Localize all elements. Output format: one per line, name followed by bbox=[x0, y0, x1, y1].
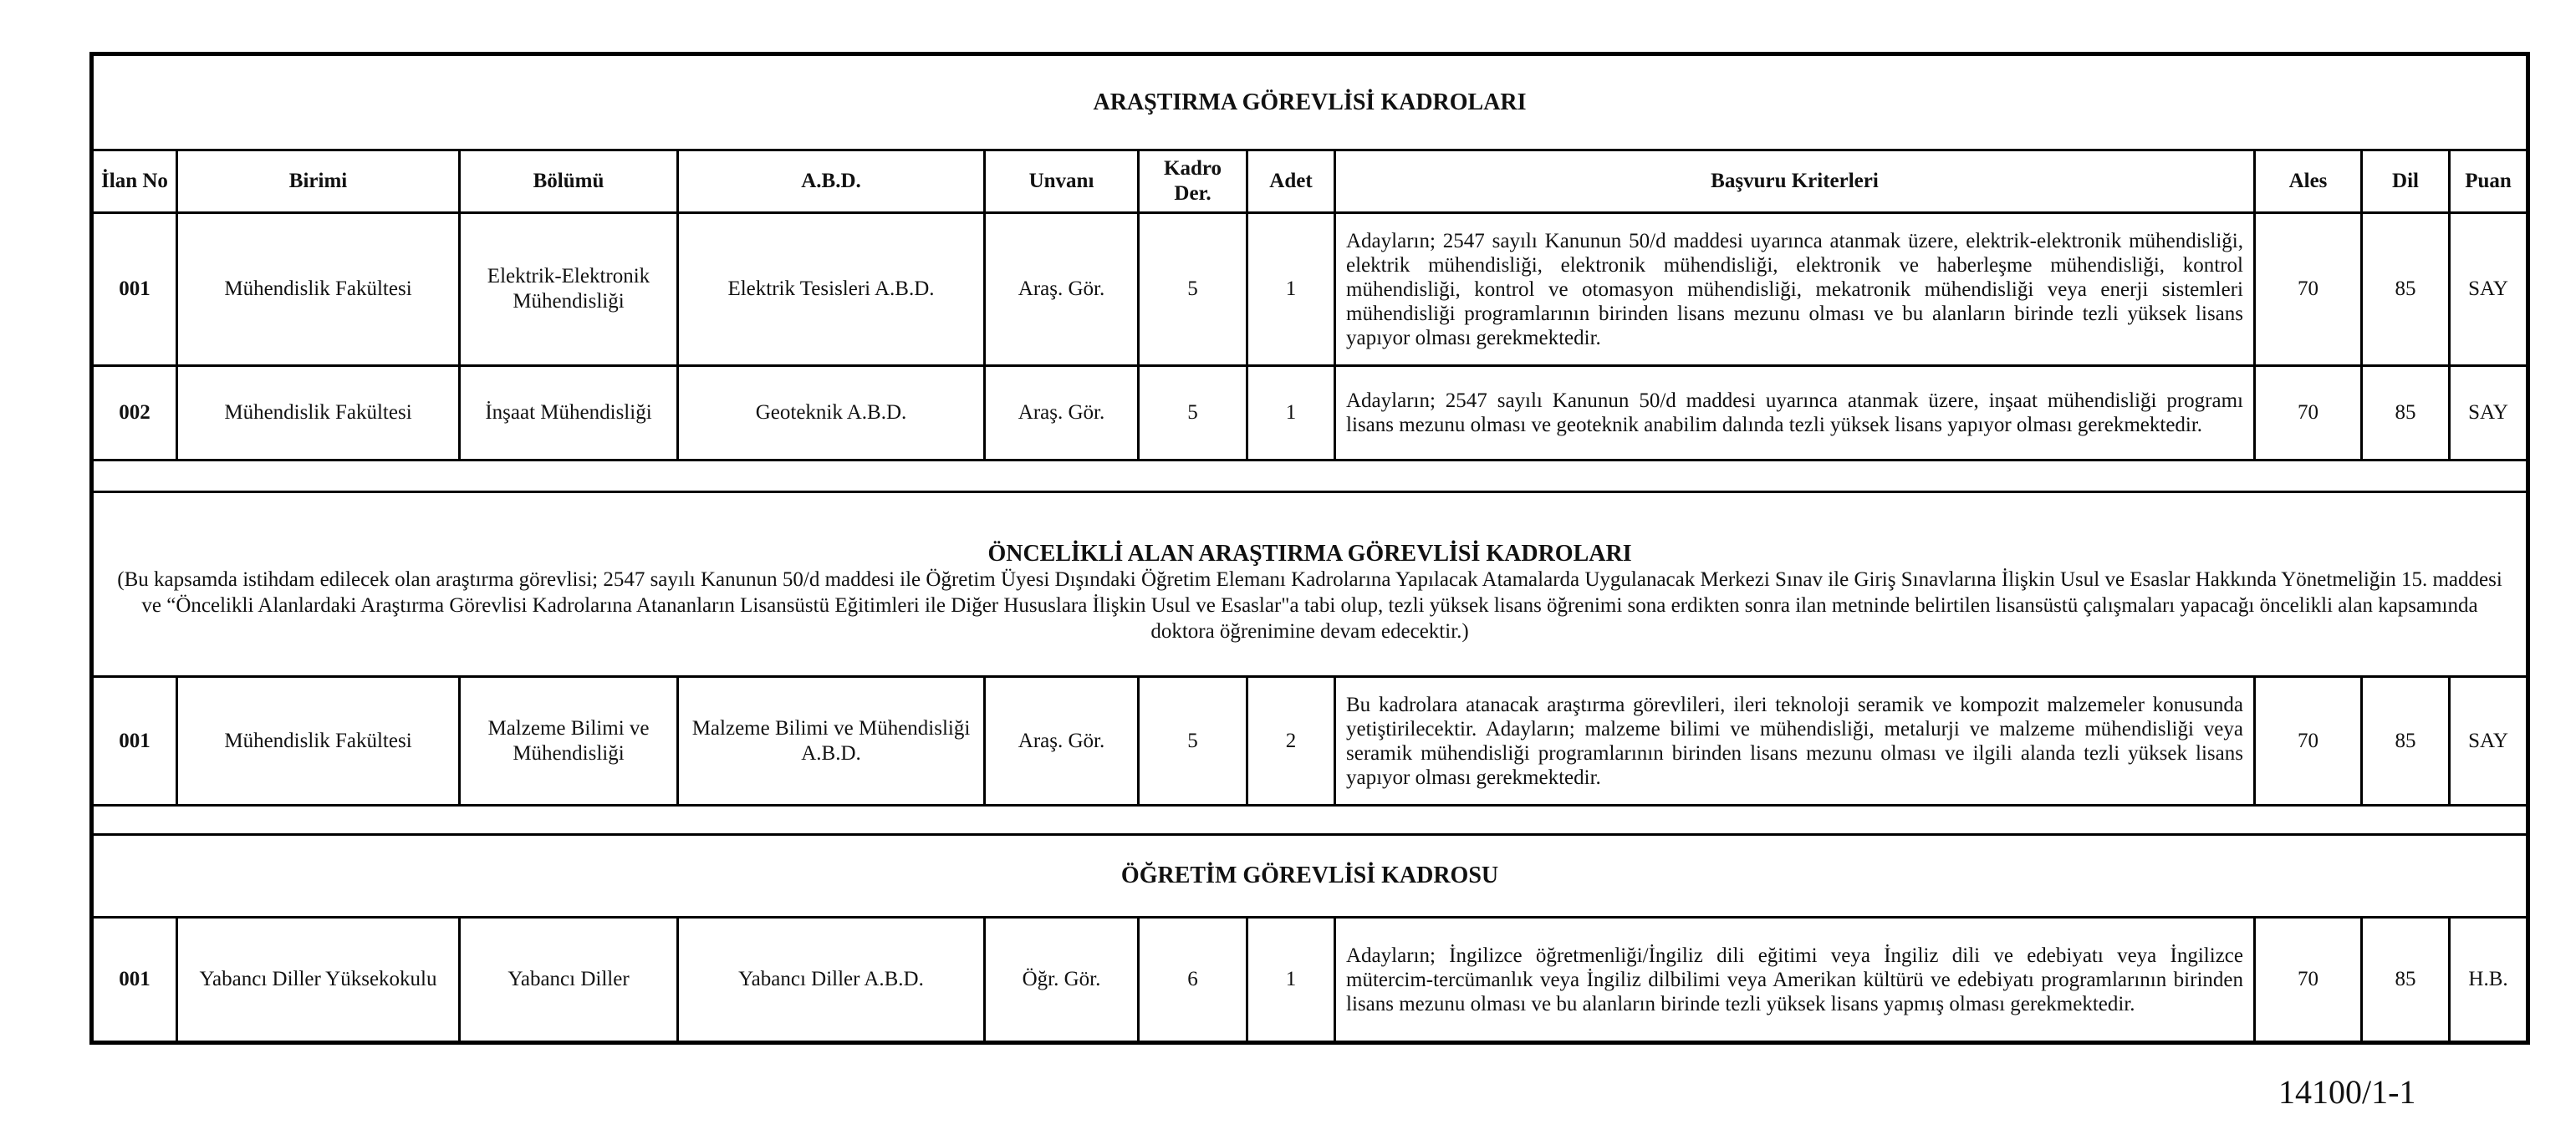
section-priority-area bbox=[92, 492, 2528, 677]
header-puan: Puan bbox=[2450, 150, 2528, 213]
basvuru-kriterleri: Adayların; İngilizce öğretmenliği/İngiliz dili eğitimi veya İngiliz dili ve edebiyatı veya İngilizce mütercim-tercümanlık veya İngiliz dilbilimi veya Amerikan kültürü ve edebiyatı programlarının birinden lisans mezunu olması ve bu alanların birinde tezli yüksek lisans yapmış olması gerekmektedir. bbox=[1335, 918, 2255, 1043]
table-row bbox=[92, 918, 2528, 1043]
header-abd: A.B.D. bbox=[678, 150, 985, 213]
bolumu: Yabancı Diller bbox=[460, 918, 678, 1043]
ales: 70 bbox=[2255, 213, 2362, 366]
table-row bbox=[92, 677, 2528, 806]
bolumu: Malzeme Bilimi ve Mühendisliği bbox=[460, 677, 678, 806]
ilan-no: 001 bbox=[92, 213, 177, 366]
abd: Elektrik Tesisleri A.B.D. bbox=[678, 213, 985, 366]
positions-table bbox=[89, 52, 2530, 1045]
abd: Geoteknik A.B.D. bbox=[678, 366, 985, 461]
birimi: Yabancı Diller Yüksekokulu bbox=[177, 918, 460, 1043]
adet: 1 bbox=[1247, 366, 1335, 461]
puan: SAY bbox=[2450, 677, 2528, 806]
unvani: Araş. Gör. bbox=[985, 677, 1139, 806]
ales: 70 bbox=[2255, 918, 2362, 1043]
section-title-research-assistant: ARAŞTIRMA GÖREVLİSİ KADROLARI bbox=[92, 54, 2528, 150]
adet: 2 bbox=[1247, 677, 1335, 806]
section-title-lecturer: ÖĞRETİM GÖREVLİSİ KADROSU bbox=[92, 835, 2528, 918]
birimi: Mühendislik Fakültesi bbox=[177, 677, 460, 806]
unvani: Araş. Gör. bbox=[985, 366, 1139, 461]
header-bolumu: Bölümü bbox=[460, 150, 678, 213]
spacer-row bbox=[92, 806, 2528, 835]
adet: 1 bbox=[1247, 213, 1335, 366]
header-dil: Dil bbox=[2362, 150, 2450, 213]
kadro-der: 6 bbox=[1139, 918, 1247, 1043]
puan: SAY bbox=[2450, 213, 2528, 366]
dil: 85 bbox=[2362, 213, 2450, 366]
basvuru-kriterleri: Adayların; 2547 sayılı Kanunun 50/d maddesi uyarınca atanmak üzere, inşaat mühendisliği programı lisans mezunu olması ve geoteknik anabilim dalında tezli yüksek lisans yapıyor olması gerekmektedir. bbox=[1335, 366, 2255, 461]
header-unvani: Unvanı bbox=[985, 150, 1139, 213]
header-ales: Ales bbox=[2255, 150, 2362, 213]
ilan-no: 002 bbox=[92, 366, 177, 461]
adet: 1 bbox=[1247, 918, 1335, 1043]
spacer-row bbox=[92, 461, 2528, 492]
header-ilan-no: İlan No bbox=[92, 150, 177, 213]
dil: 85 bbox=[2362, 366, 2450, 461]
dil: 85 bbox=[2362, 677, 2450, 806]
kadro-der: 5 bbox=[1139, 366, 1247, 461]
dil: 85 bbox=[2362, 918, 2450, 1043]
page-reference: 14100/1-1 bbox=[2278, 1073, 2416, 1111]
section-title-priority-area: ÖNCELİKLİ ALAN ARAŞTIRMA GÖREVLİSİ KADROLARI bbox=[987, 540, 1632, 567]
unvani: Araş. Gör. bbox=[985, 213, 1139, 366]
table-row bbox=[92, 213, 2528, 366]
ales: 70 bbox=[2255, 366, 2362, 461]
header-basvuru-kriterleri: Başvuru Kriterleri bbox=[1335, 150, 2255, 213]
kadro-der: 5 bbox=[1139, 213, 1247, 366]
table-row bbox=[92, 366, 2528, 461]
ilan-no: 001 bbox=[92, 677, 177, 806]
birimi: Mühendislik Fakültesi bbox=[177, 366, 460, 461]
kadro-der: 5 bbox=[1139, 677, 1247, 806]
unvani: Öğr. Gör. bbox=[985, 918, 1139, 1043]
puan: SAY bbox=[2450, 366, 2528, 461]
section-note: (Bu kapsamda istihdam edilecek olan araştırma görevlisi; 2547 sayılı Kanunun 50/d maddesi ile Öğretim Üyesi Dışındaki Öğretim Elemanı Kadrolarına Yapılacak Atamalarda Uygulanacak Merkezi Sınav ile Giriş Sınavlarına İlişkin Usul ve Esaslar Hakkında Yönetmeliğin 15. maddesi ve “Öncelikli Alanlardaki Araştırma Görevlisi Kadrolarına Atananların Lisansüstü Eğitimleri ile Diğer Hususlara İlişkin Usul ve Esaslar"a tabi olup, tezli yüksek lisans öğrenimi sona erdikten sonra ilan metninde belirtilen lisansüstü çalışmaları yapacağı öncelikli alan kapsamında doktora öğrenimine devam edecektir.) bbox=[117, 567, 2502, 643]
puan: H.B. bbox=[2450, 918, 2528, 1043]
ilan-no: 001 bbox=[92, 918, 177, 1043]
bolumu: Elektrik-Elektronik Mühendisliği bbox=[460, 213, 678, 366]
ales: 70 bbox=[2255, 677, 2362, 806]
abd: Yabancı Diller A.B.D. bbox=[678, 918, 985, 1043]
basvuru-kriterleri: Adayların; 2547 sayılı Kanunun 50/d maddesi uyarınca atanmak üzere, elektrik-elektronik mühendisliği, elektrik mühendisliği, elektronik mühendisliği, elektronik ve haberleşme mühendisliği, kontrol mühendisliği, kontrol ve otomasyon mühendisliği, mekatronik mühendisliği veya enerji sistemleri mühendisliği programlarının birinden lisans mezunu olması ve bu alanların birinde tezli yüksek lisans yapıyor olması gerekmektedir. bbox=[1335, 213, 2255, 366]
header-kadro-der: Kadro Der. bbox=[1139, 150, 1247, 213]
header-row bbox=[92, 150, 2528, 213]
birimi: Mühendislik Fakültesi bbox=[177, 213, 460, 366]
abd: Malzeme Bilimi ve Mühendisliği A.B.D. bbox=[678, 677, 985, 806]
header-birimi: Birimi bbox=[177, 150, 460, 213]
basvuru-kriterleri: Bu kadrolara atanacak araştırma görevlileri, ileri teknoloji seramik ve kompozit malzemeler konusunda yetiştirilecektir. Adayların; malzeme bilimi ve mühendisliği, metalurji ve malzeme mühendisliği veya seramik mühendisliği programlarının birinden lisans mezunu olması ve ilgili alanda tezli yüksek lisans yapıyor olması gerekmektedir. bbox=[1335, 677, 2255, 806]
header-adet: Adet bbox=[1247, 150, 1335, 213]
bolumu: İnşaat Mühendisliği bbox=[460, 366, 678, 461]
